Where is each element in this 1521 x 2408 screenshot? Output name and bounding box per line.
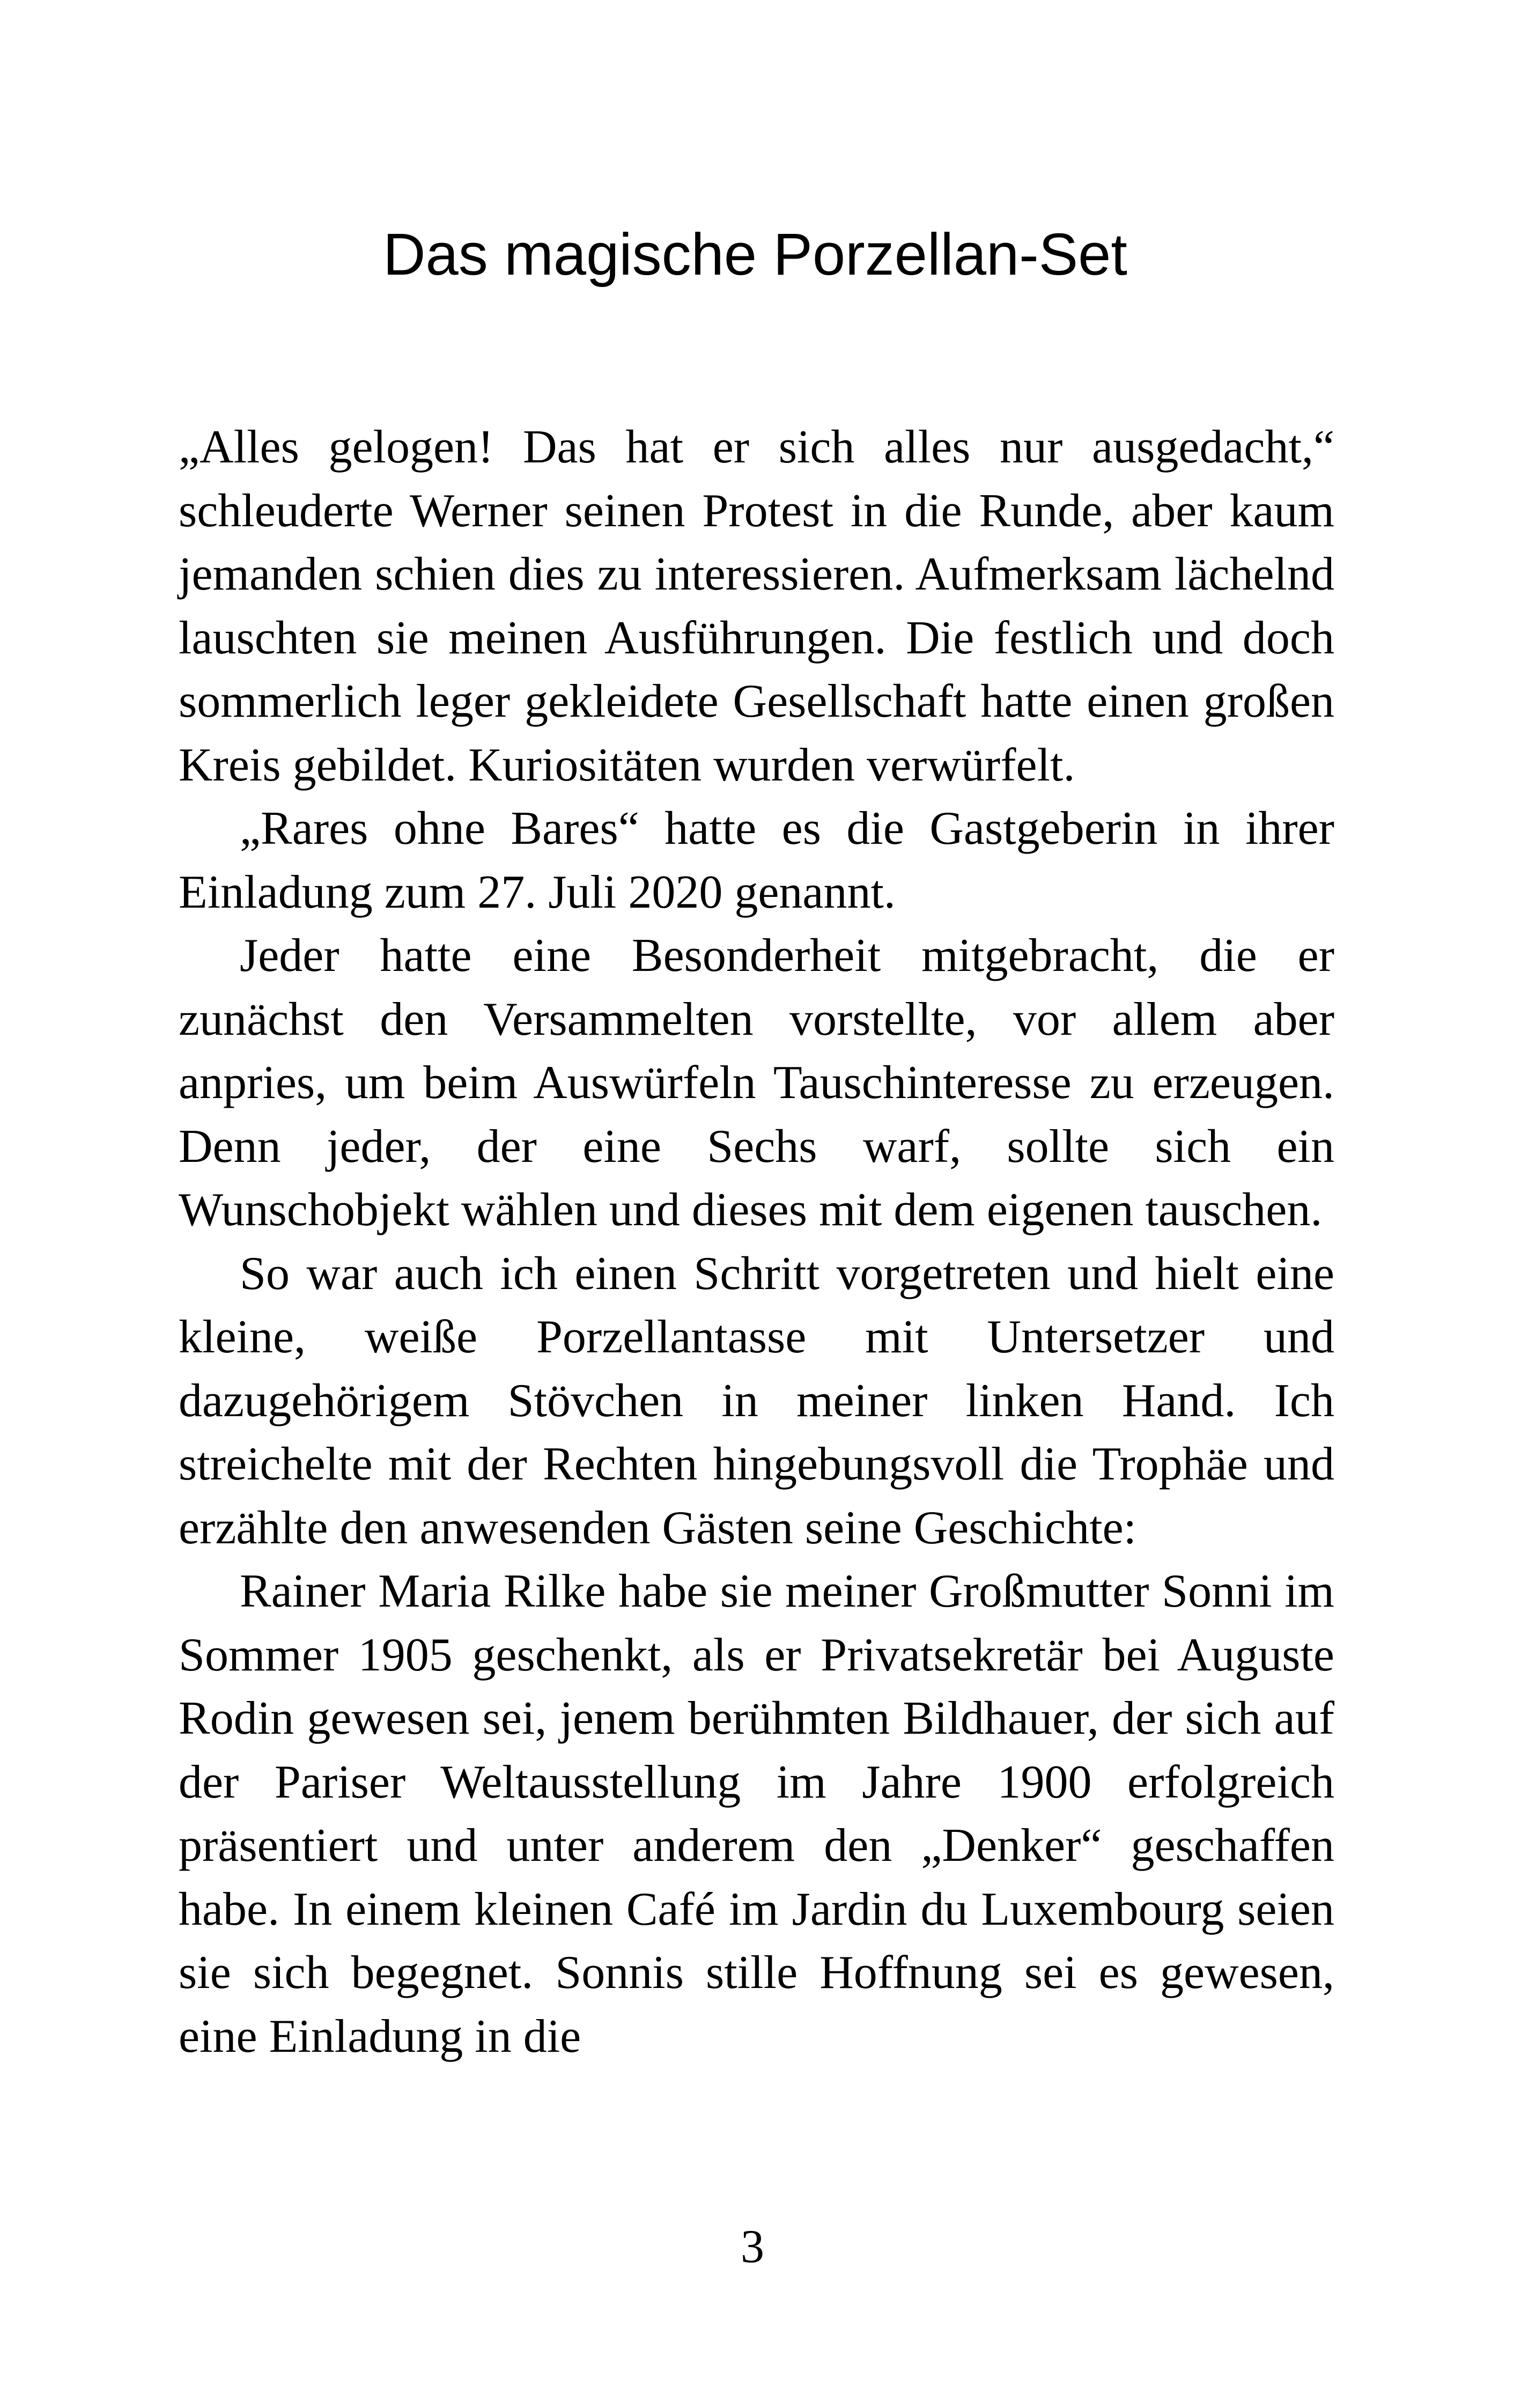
paragraph-1: „Alles gelogen! Das hat er sich alles nur ausgedacht,“ schleuderte Werner seinen Protest in die Runde, aber kaum jemanden schien dies zu interessieren. Aufmerksam lächelnd lauschten sie meinen Ausführungen. Die festlich und doch sommerlich leger gekleidete Gesellschaft hatte einen großen Kreis gebildet. Kuriositäten wurden verwürfelt. [179, 421, 1334, 791]
paragraph-4: So war auch ich einen Schritt vorgetreten und hielt eine kleine, weiße Porzellantasse mit Untersetzer und dazugehörigem Stövchen in meiner linken Hand. Ich streichelte mit der Rechten hingebungsvoll die Trophäe und erzählte den anwesenden Gästen seine Geschichte: [179, 1247, 1334, 1554]
body-text [179, 416, 1334, 2068]
paragraph-3: Jeder hatte eine Besonderheit mitgebracht, die er zunächst den Versammelten vorstellte, vor allem aber anpries, um beim Auswürfeln Tauschinteresse zu erzeugen. Denn jeder, der eine Sechs warf, sollte sich ein Wunschobjekt wählen und dieses mit dem eigenen tauschen. [179, 930, 1334, 1236]
chapter-title: Das magische Porzellan-Set [383, 222, 1127, 288]
paragraph-5: Rainer Maria Rilke habe sie meiner Großmutter Sonni im Sommer 1905 geschenkt, als er Privatsekretär bei Auguste Rodin gewesen sei, jenem berühmten Bildhauer, der sich auf der Pariser Weltausstellung im Jahre 1900 erfolgreich präsentiert und unter anderem den „Denker“ geschaffen habe. In einem kleinen Café im Jardin du Luxembourg seien sie sich begegnet. Sonnis stille Hoffnung sei es gewesen, eine Einladung in die [179, 1565, 1334, 2063]
page-number: 3 [741, 2221, 764, 2273]
paragraph-2: „Rares ohne Bares“ hatte es die Gastgeberin in ihrer Einladung zum 27. Juli 2020 genannt. [179, 802, 1334, 918]
